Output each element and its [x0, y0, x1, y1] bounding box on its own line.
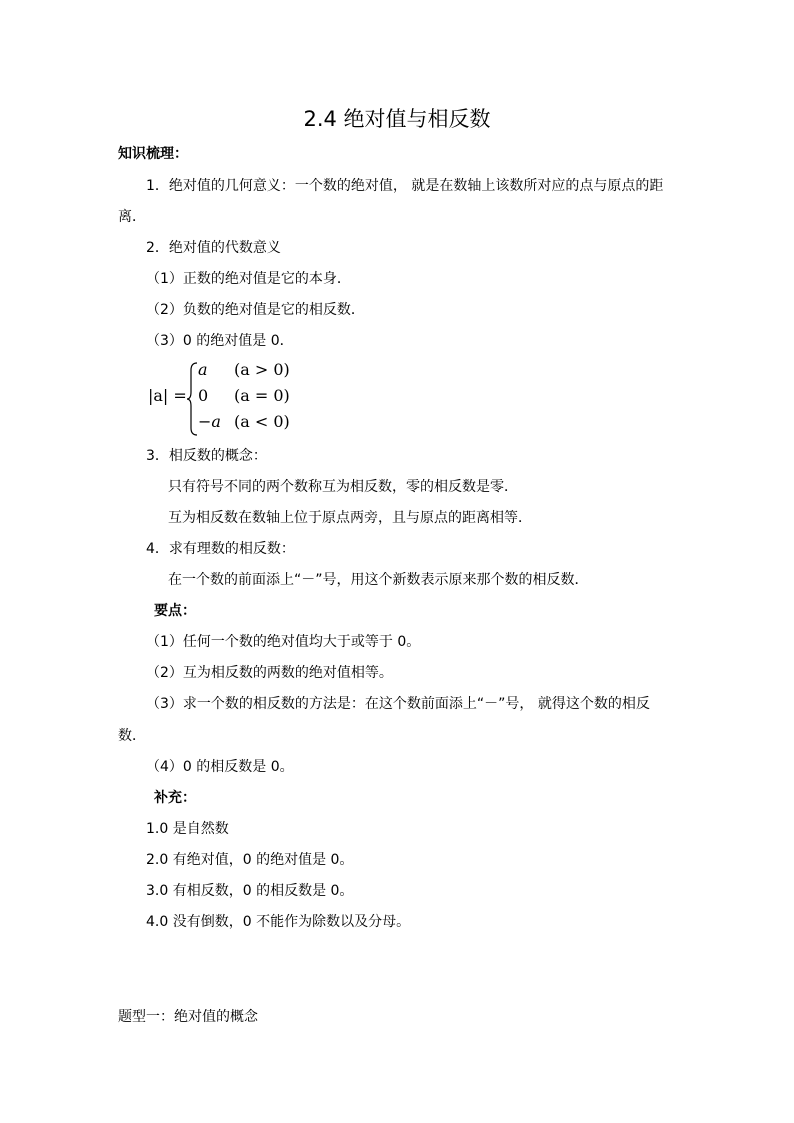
list-item: （3）求一个数的相反数的方法是：在这个数前面添上“－”号， 就得这个数的相反 [146, 696, 650, 712]
list-item: 3.0 有相反数，0 的相反数是 0。 [146, 883, 354, 899]
case-condition: (a < 0) [234, 412, 290, 431]
page-title: 2.4 绝对值与相反数 [303, 107, 491, 131]
paragraph-1-line-2: 离． [118, 209, 146, 225]
list-item: （3）0 的绝对值是 0． [146, 333, 294, 349]
paragraph-3-heading: 3．相反数的概念： [146, 448, 267, 464]
absolute-value-formula [146, 356, 326, 440]
section-label: 知识梳理： [118, 146, 188, 162]
list-item: （1）正数的绝对值是它的本身． [146, 271, 351, 287]
list-item: 4.0 没有倒数，0 不能作为除数以及分母。 [146, 914, 411, 930]
paragraph-1-line-1: 1．绝对值的几何意义：一个数的绝对值， 就是在数轴上该数所对应的点与原点的距 [146, 178, 664, 194]
paragraph-3-line: 只有符号不同的两个数称互为相反数，零的相反数是零． [168, 479, 518, 495]
case-condition: (a > 0) [234, 360, 290, 379]
list-item: （2）负数的绝对值是它的相反数． [146, 302, 365, 318]
list-item: （2）互为相反数的两数的绝对值相等。 [146, 665, 393, 681]
list-item: 数． [118, 728, 146, 744]
paragraph-2-heading: 2．绝对值的代数意义 [146, 240, 281, 256]
key-points-label: 要点： [154, 603, 196, 619]
formula-lhs: |a| = [148, 386, 187, 405]
list-item: 2.0 有绝对值，0 的绝对值是 0。 [146, 852, 354, 868]
paragraph-3-line: 互为相反数在数轴上位于原点两旁，且与原点的距离相等． [168, 510, 532, 526]
paragraph-4-line: 在一个数的前面添上“－”号，用这个新数表示原来那个数的相反数． [168, 572, 589, 588]
left-brace-icon [186, 362, 198, 436]
case-condition: (a = 0) [234, 386, 290, 405]
case-expression: a [198, 360, 208, 379]
list-item: 1.0 是自然数 [146, 821, 229, 837]
case-expression: 0 [198, 386, 209, 405]
list-item: （1）任何一个数的绝对值均大于或等于 0。 [146, 634, 421, 650]
supplement-label: 补充： [154, 790, 196, 806]
case-expression: −a [198, 412, 221, 431]
paragraph-4-heading: 4．求有理数的相反数： [146, 541, 295, 557]
question-type-heading: 题型一：绝对值的概念 [118, 1009, 258, 1025]
list-item: （4）0 的相反数是 0。 [146, 759, 294, 775]
